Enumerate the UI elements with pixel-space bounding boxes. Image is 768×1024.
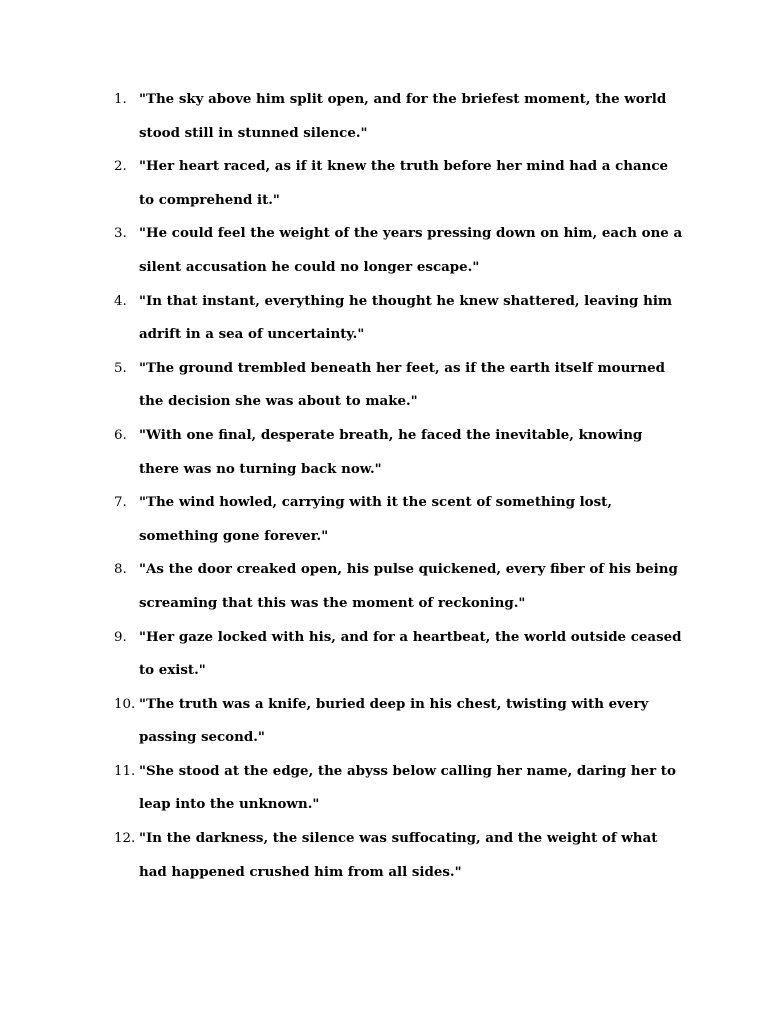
list-item xyxy=(114,352,684,419)
quote-text: "The truth was a knife, buried deep in his chest, twisting with every passing second." xyxy=(139,695,649,746)
quote-text: "The sky above him split open, and for the briefest moment, the world stood still in stunned silence." xyxy=(139,91,667,141)
quote-text: "As the door creaked open, his pulse quickened, every fiber of his being screaming that this was the moment of reckoning." xyxy=(139,561,678,611)
item-number: 11. xyxy=(114,763,136,779)
list-item xyxy=(114,150,684,217)
list-item xyxy=(114,419,684,486)
list-item xyxy=(114,217,684,284)
quote-text: "She stood at the edge, the abyss below calling her name, daring her to leap into the unknown." xyxy=(139,762,676,813)
quote-text: "In the darkness, the silence was suffocating, and the weight of what had happened crushed him from all sides." xyxy=(139,830,658,880)
list-item xyxy=(114,83,684,150)
quote-text: "He could feel the weight of the years pressing down on him, each one a silent accusation he could no longer escape." xyxy=(139,225,683,275)
quote-list xyxy=(114,83,684,889)
item-number: 12. xyxy=(114,831,136,847)
item-number: 4. xyxy=(114,293,127,309)
item-number: 10. xyxy=(114,696,136,712)
item-number: 9. xyxy=(114,629,127,645)
list-item xyxy=(114,285,684,352)
list-item xyxy=(114,621,684,688)
item-number: 3. xyxy=(114,226,127,242)
item-number: 1. xyxy=(114,92,127,107)
quote-text: "With one final, desperate breath, he faced the inevitable, knowing there was no turning back now." xyxy=(139,426,643,477)
quote-text: "The ground trembled beneath her feet, as if the earth itself mourned the decision she was about to make." xyxy=(139,359,665,410)
item-number: 6. xyxy=(114,427,127,443)
item-number: 7. xyxy=(114,495,127,511)
list-item xyxy=(114,822,684,889)
quote-text: "Her heart raced, as if it knew the truth before her mind had a chance to comprehend it." xyxy=(139,158,669,208)
list-item xyxy=(114,486,684,553)
item-number: 8. xyxy=(114,562,127,578)
quote-text: "Her gaze locked with his, and for a heartbeat, the world outside ceased to exist." xyxy=(139,628,682,679)
list-item xyxy=(114,755,684,822)
item-number: 2. xyxy=(114,159,127,175)
list-item xyxy=(114,553,684,620)
quote-text: "In that instant, everything he thought he knew shattered, leaving him adrift in a sea of uncertainty." xyxy=(139,292,673,343)
item-number: 5. xyxy=(114,360,127,376)
list-item xyxy=(114,688,684,755)
quote-text: "The wind howled, carrying with it the scent of something lost, something gone forever." xyxy=(139,494,613,544)
